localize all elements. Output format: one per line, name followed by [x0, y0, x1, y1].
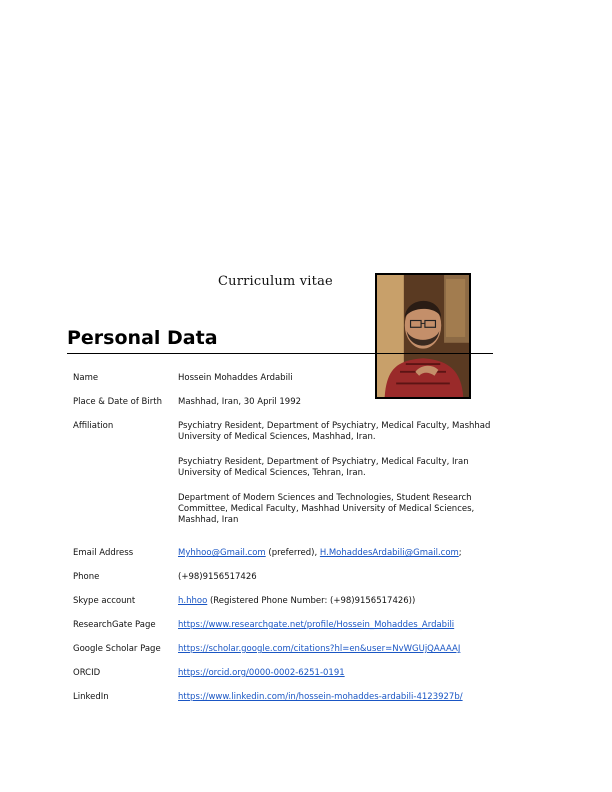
row-linkedin — [73, 692, 493, 716]
affiliation-item: Department of Modern Sciences and Technologies, Student Research Committee, Medical Faculty, Mashhad University of Medical Sciences, Mashhad, Iran — [178, 493, 475, 525]
phone-value: (+98)9156517426 — [178, 572, 257, 582]
skype-note: (Registered Phone Number: (+98)9156517426)) — [207, 596, 416, 606]
email-link-secondary[interactable]: H.MohaddesArdabili@Gmail.com — [319, 548, 459, 558]
field-label: Name — [73, 373, 99, 383]
orcid-link[interactable]: https://orcid.org/0000-0002-6251-0191 — [178, 668, 345, 678]
email-link-primary[interactable]: Myhhoo@Gmail.com — [178, 548, 266, 558]
personal-data-table — [73, 373, 493, 716]
field-label: LinkedIn — [73, 692, 109, 702]
row-name — [73, 373, 493, 397]
affiliation-list — [178, 421, 493, 548]
email-suffix: ; — [458, 548, 462, 558]
section-heading-personal-data: Personal Data — [67, 327, 218, 349]
scholar-link[interactable]: https://scholar.google.com/citations?hl=en&user=NvWGUjQAAAAJ — [178, 644, 461, 654]
researchgate-link[interactable]: https://www.researchgate.net/profile/Hossein_Mohaddes_Ardabili — [178, 620, 455, 630]
field-label: Phone — [73, 572, 100, 582]
field-label: Google Scholar Page — [73, 644, 161, 654]
row-email — [73, 548, 493, 572]
affiliation-item: Psychiatry Resident, Department of Psychiatry, Medical Faculty, Iran University of Medical Sciences, Tehran, Iran. — [178, 457, 469, 478]
section-divider — [67, 353, 493, 354]
skype-link[interactable]: h.hhoo — [178, 596, 208, 606]
birth-value: Mashhad, Iran, 30 April 1992 — [178, 397, 302, 407]
name-value: Hossein Mohaddes Ardabili — [178, 373, 293, 383]
field-label: Skype account — [73, 596, 136, 606]
email-value — [178, 548, 493, 572]
row-birth — [73, 397, 493, 421]
row-phone — [73, 572, 493, 596]
linkedin-link[interactable]: https://www.linkedin.com/in/hossein-mohaddes-ardabili-4123927b/ — [178, 692, 463, 702]
row-skype — [73, 596, 493, 620]
row-orcid — [73, 668, 493, 692]
field-label: Affiliation — [73, 421, 114, 431]
row-researchgate — [73, 620, 493, 644]
affiliation-item: Psychiatry Resident, Department of Psychiatry, Medical Faculty, Mashhad University of Medical Sciences, Mashhad, Iran. — [178, 421, 491, 442]
field-label: ORCID — [73, 668, 101, 678]
field-label: Email Address — [73, 548, 134, 558]
row-affiliation — [73, 421, 493, 548]
field-label: ResearchGate Page — [73, 620, 156, 630]
skype-value — [178, 596, 493, 620]
document-title: Curriculum vitae — [218, 274, 333, 289]
field-label: Place & Date of Birth — [73, 397, 162, 407]
email-preferred-note: (preferred), — [265, 548, 320, 558]
row-scholar — [73, 644, 493, 668]
